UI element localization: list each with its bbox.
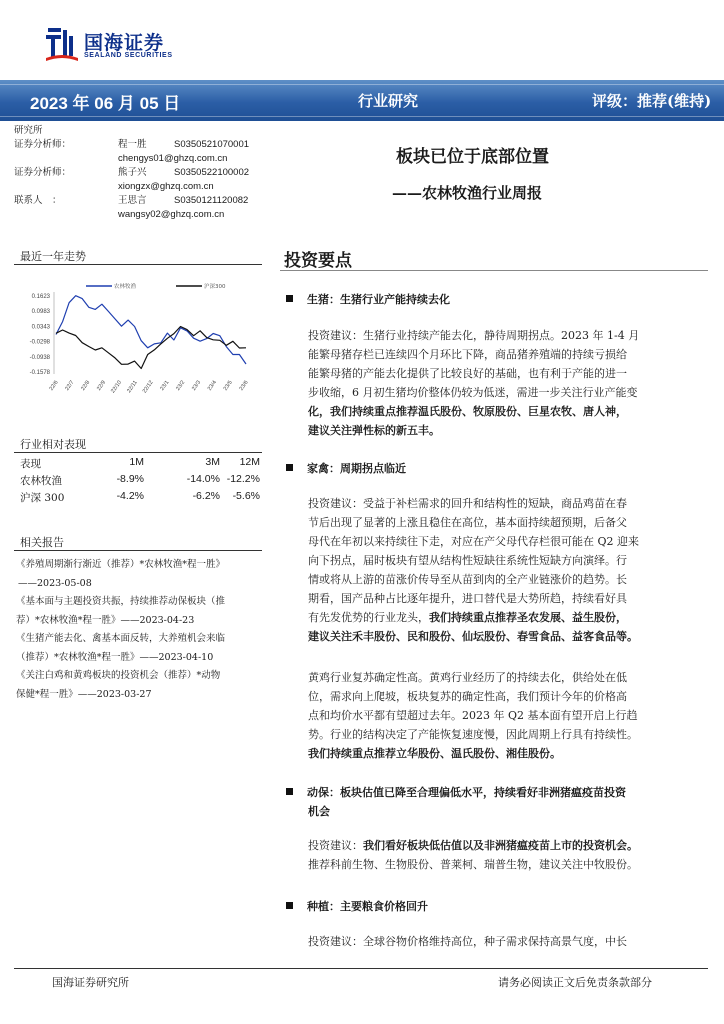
y-tick-label: -0.1578 xyxy=(29,370,50,376)
section-title-hog: 生猪：生猪行业产能持续去化 xyxy=(286,291,450,307)
performance-title: 行业相对表现 xyxy=(20,438,86,451)
report-link[interactable]: 《基本面与主题投资共振，持续推荐动保板块（推 xyxy=(16,596,226,607)
report-link[interactable]: 荐）*农林牧渔*程一胜》——2023-04-23 xyxy=(16,614,195,626)
report-date: 2023 年 06 月 05 日 xyxy=(30,94,181,113)
section-title-poultry: 家禽：周期拐点临近 xyxy=(286,460,406,476)
report-category: 行业研究 xyxy=(358,92,419,110)
chart-section-title: 最近一年走势 xyxy=(20,250,86,263)
x-tick-label: 23/5 xyxy=(222,379,234,392)
section-title-animal-health-cont: 机会 xyxy=(308,805,330,818)
report-link[interactable]: 保健*程一胜》——2023-03-27 xyxy=(16,688,152,700)
x-tick-label: 23/2 xyxy=(175,379,187,392)
analyst-label: 证券分析师： xyxy=(14,139,72,150)
reports-title: 相关报告 xyxy=(20,536,64,549)
analyst-name: 程一胜 xyxy=(118,139,147,150)
table-row xyxy=(20,473,264,490)
legend-label: 沪深300 xyxy=(204,284,226,290)
divider xyxy=(280,270,708,271)
dept-label: 研究所 xyxy=(14,125,43,136)
table-cell: -12.2% xyxy=(226,473,260,485)
table-cell: -8.9% xyxy=(116,473,144,485)
paragraph-hog: 投资建议：生猪行业持续产能去化，静待周期拐点。2023 年 1-4 月 能繁母猪存栏已连续四个月环比下降，商品猪养殖端的持续亏损给 能繁母猪的产能去化提供了比较良好的基础，也有利于产能的进一 步收缩，6 月初生猪均价整体仍较为低迷，需进一步关注行业产能变 化，我们持续重点推荐温氏股份、牧原股份、巨星农牧、唐人神， 建议关注弹性标的新五丰。 xyxy=(308,329,640,437)
company-logo xyxy=(46,26,186,66)
report-rating: 评级：推荐(维持) xyxy=(592,92,712,110)
report-link[interactable]: 《生猪产能去化、禽基本面反转，大养殖机会来临 xyxy=(16,633,226,644)
report-link[interactable]: （推荐）*农林牧渔*程一胜》——2023-04-10 xyxy=(16,651,214,663)
paragraph-planting: 投资建议：全球谷物价格维持高位，种子需求保持高景气度，中长 xyxy=(308,935,627,948)
section-title-planting: 种植：主要粮食价格回升 xyxy=(286,898,428,914)
report-link[interactable]: 《关注白鸡和黄鸡板块的投资机会（推荐）*动物 xyxy=(16,670,221,681)
bullet-square-icon xyxy=(286,295,293,302)
report-title: 板块已位于底部位置 xyxy=(396,147,549,167)
logo-english: SEALAND SECURITIES xyxy=(84,52,173,59)
x-tick-label: 22/11 xyxy=(126,379,139,395)
contact-code: S0350121120082 xyxy=(174,195,249,206)
table-header: 表现 xyxy=(20,458,41,470)
report-date: ——2023-05-08 xyxy=(18,577,92,589)
x-tick-label: 22/10 xyxy=(110,379,123,395)
x-tick-label: 23/6 xyxy=(238,379,250,392)
bullet-square-icon xyxy=(286,902,293,909)
y-tick-label: -0.0298 xyxy=(29,339,50,346)
x-tick-label: 23/1 xyxy=(159,379,171,392)
analyst-label: 证券分析师： xyxy=(14,167,72,178)
analyst-code: S0350522100002 xyxy=(174,167,250,178)
table-cell: -5.6% xyxy=(232,490,260,502)
table-header: 12M xyxy=(239,456,260,468)
analyst-name: 熊子兴 xyxy=(118,167,147,178)
y-tick-label: -0.0938 xyxy=(29,354,50,361)
x-tick-label: 22/9 xyxy=(96,379,108,392)
bullet-square-icon xyxy=(286,788,293,795)
analyst-code: S0350521070001 xyxy=(174,139,250,150)
x-tick-label: 22/6 xyxy=(48,379,60,392)
report-subtitle: ——农林牧渔行业周报 xyxy=(392,184,543,202)
table-cell: -14.0% xyxy=(186,473,220,485)
related-reports xyxy=(16,556,266,704)
table-header: 1M xyxy=(129,456,144,468)
x-tick-label: 23/3 xyxy=(191,379,203,392)
analyst-email[interactable]: xiongzx@ghzq.com.cn xyxy=(118,181,214,192)
footer-divider xyxy=(14,968,708,969)
y-tick-label: 0.0983 xyxy=(31,309,50,316)
performance-table xyxy=(20,456,264,507)
contact-name: 王思言 xyxy=(118,195,147,206)
y-tick-label: 0.0343 xyxy=(31,324,50,331)
table-header-row xyxy=(20,456,264,473)
x-tick-label: 22/8 xyxy=(80,379,92,392)
divider xyxy=(14,550,262,551)
table-cell: -6.2% xyxy=(192,490,220,502)
bullet-square-icon xyxy=(286,464,293,471)
x-tick-label: 23/4 xyxy=(206,379,218,392)
divider xyxy=(14,452,262,453)
legend-label: 农林牧渔 xyxy=(114,284,137,290)
paragraph-poultry: 投资建议：受益于补栏需求的回升和结构性的短缺，商品鸡苗在春 节后出现了显著的上涨且稳住在高位，基本面持续超预期，后备父 母代在年初以来持续往下走，对应在产父母代存栏很可能在 Q2 迎来 向下拐点，届时板块有望从结构性短缺往系统性短缺方向演绎。行 情或将从上游的苗涨价传导至从苗到肉的全产业链涨价的趋势。长 期看，国产品种占比逐年提升，进口替代是大势所趋，持续看好具 有先发优势的行业龙头，我们持续重点推荐圣农发展、益生股份， 建议关注禾丰股份、民和股份、仙坛股份、春雪食品、益客食品等。 xyxy=(308,497,640,643)
trend-chart xyxy=(16,276,264,406)
logo-mark-icon xyxy=(46,26,78,62)
paragraph-yellow-chicken: 黄鸡行业复苏确定性高。黄鸡行业经历了的持续去化，供给处在低 位，需求向上爬坡，板块复苏的确定性高，我们预计今年的价格高 点和均价水平都有望超过去年。2023 年 Q2 基本面有望开启上行趋 势。行业的结构决定了产能恢复速度慢，因此周期上行具有持续性。 我们持续重点推荐立华股份、温氏股份、湘佳股份。 xyxy=(308,671,638,760)
divider xyxy=(14,264,262,265)
paragraph-animal-health: 投资建议：我们看好板块低估值以及非洲猪瘟疫苗上市的投资机会。 推荐科前生物、生物股份、普莱柯、瑞普生物，建议关注中牧股份。 xyxy=(308,839,638,871)
section-title-animal-health: 动保：板块估值已降至合理偏低水平，持续看好非洲猪瘟疫苗投资 xyxy=(286,784,626,800)
contact-label: 联系人 ： xyxy=(14,195,62,206)
table-cell: 沪深 300 xyxy=(20,492,65,504)
logo-chinese: 国海证券 xyxy=(84,32,165,54)
footer-left: 国海证券研究所 xyxy=(52,976,129,989)
series-line-hs300 xyxy=(56,327,246,369)
report-link[interactable]: 《养殖周期渐行渐近（推荐）*农林牧渔*程一胜》 xyxy=(16,559,226,570)
table-header: 3M xyxy=(205,456,220,468)
table-cell: -4.2% xyxy=(116,490,144,502)
table-row xyxy=(20,490,264,507)
analyst-email[interactable]: chengys01@ghzq.com.cn xyxy=(118,153,228,164)
y-tick-label: 0.1623 xyxy=(31,294,50,300)
x-tick-label: 22/7 xyxy=(64,379,76,392)
table-cell: 农林牧渔 xyxy=(20,475,62,487)
contact-email[interactable]: wangsy02@ghzq.com.cn xyxy=(118,209,225,220)
x-tick-label: 22/12 xyxy=(141,379,155,395)
footer-disclaimer: 请务必阅读正文后免责条款部分 xyxy=(498,976,652,989)
series-line-agriculture xyxy=(56,296,246,364)
section-heading: 投资要点 xyxy=(284,251,352,271)
